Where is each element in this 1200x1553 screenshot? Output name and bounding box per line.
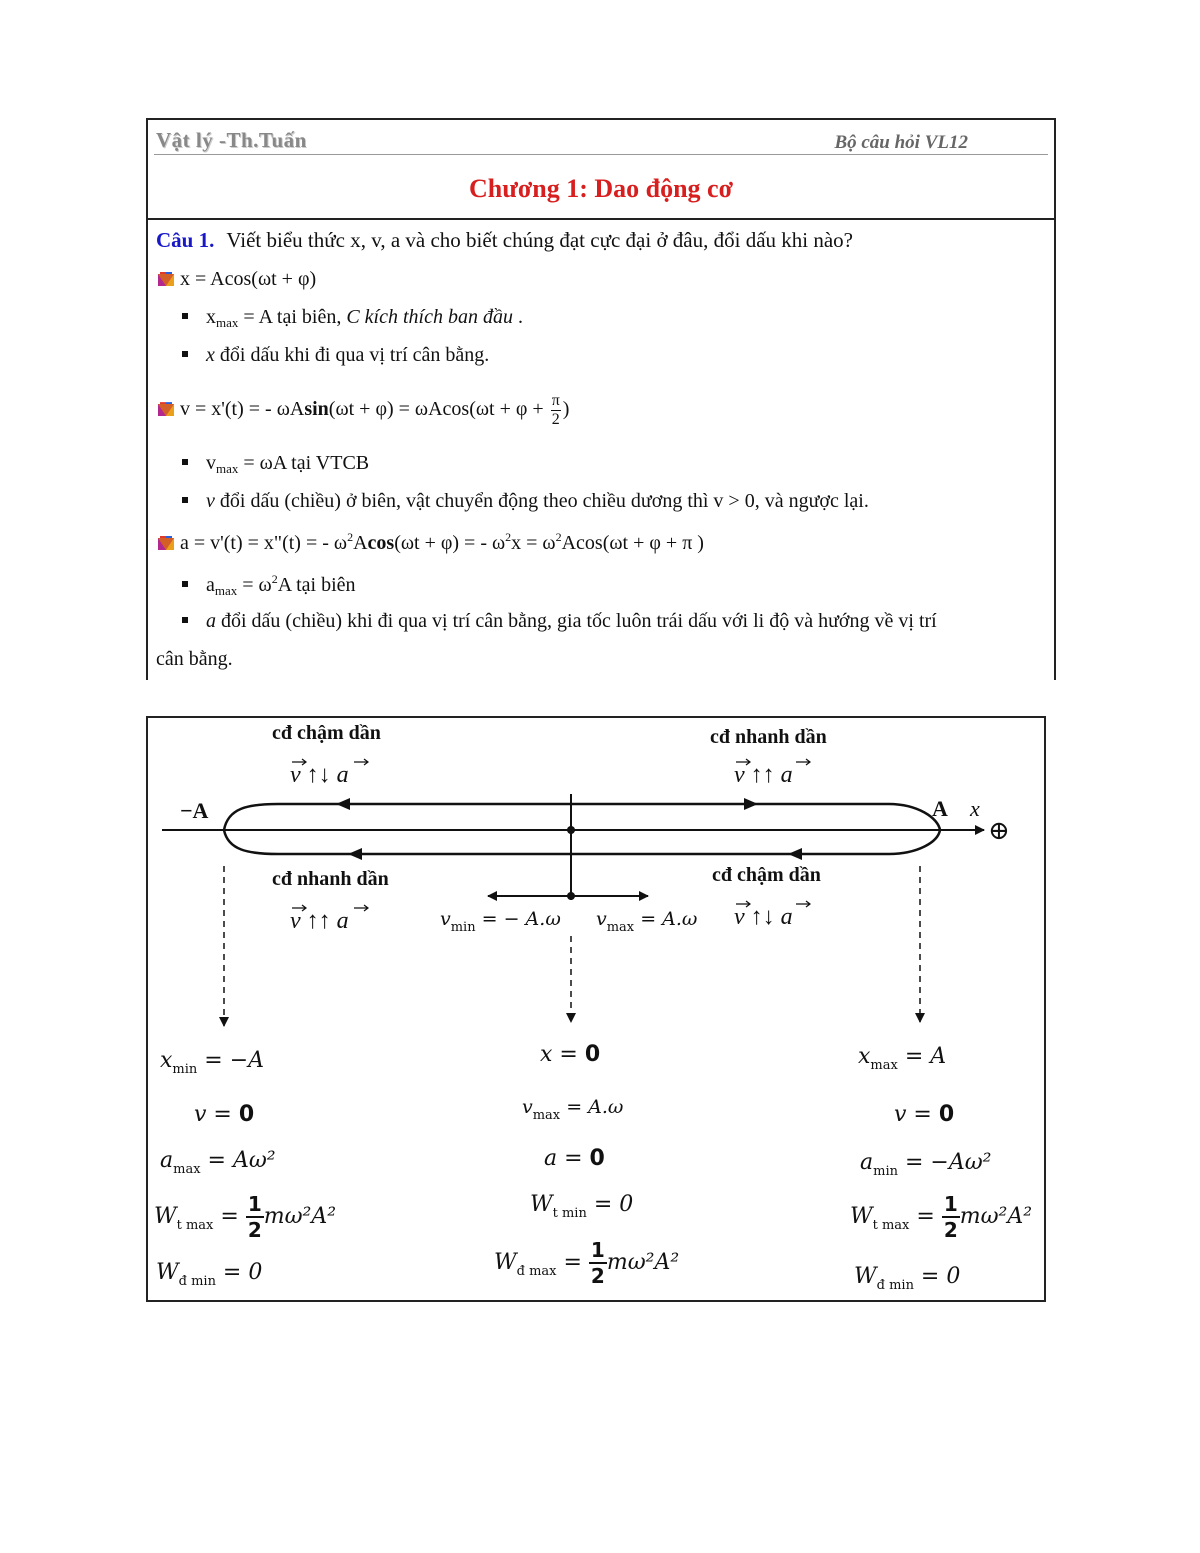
text: W [154, 1204, 177, 1229]
mid-v-max [522, 1096, 623, 1123]
right-a-min [860, 1150, 991, 1179]
subscript: min [450, 920, 476, 935]
square-bullet-icon [182, 497, 188, 503]
square-bullet-icon [182, 581, 188, 587]
right-wd-min [854, 1264, 960, 1293]
fraction [942, 1192, 960, 1242]
top-right-direction-arrow [744, 798, 758, 810]
text: = Aω² [200, 1148, 276, 1173]
left-a-max [160, 1148, 276, 1177]
question-number: Câu 1. [156, 228, 215, 252]
header-series: Bộ câu hỏi VL12 [834, 132, 968, 153]
value: 0 [938, 1102, 955, 1127]
a-formula-line [158, 530, 704, 555]
positive-direction-icon: ⊕ [988, 816, 1010, 845]
a-bullet-2 [182, 610, 937, 633]
superscript: 2 [347, 530, 354, 544]
vmin-equation [440, 908, 561, 935]
positive-amplitude-label: A [932, 796, 948, 821]
text: W [854, 1264, 877, 1289]
square-bullet-icon [182, 459, 188, 465]
right-x-max [858, 1044, 946, 1073]
superscript: 2 [555, 530, 562, 544]
text: = −A [197, 1048, 265, 1073]
denominator: 2 [590, 1264, 605, 1288]
top-right-label: cđ nhanh dần [710, 726, 827, 748]
fraction [589, 1238, 607, 1288]
text: = A tại biên, [238, 306, 347, 328]
text: W [494, 1250, 517, 1275]
top-left-direction-arrow [336, 798, 350, 810]
mid-wd-max [494, 1238, 679, 1288]
text: v [440, 908, 451, 930]
text: v [596, 908, 607, 930]
x-bullet-1 [182, 306, 523, 331]
subscript: max [532, 1108, 561, 1123]
text: mω²A² [263, 1204, 337, 1229]
subscript: đ min [876, 1278, 914, 1293]
question-text: Viết biểu thức x, v, a và cho biết chúng đạt cực đại ở đâu, đổi dấu khi nào? [226, 228, 853, 252]
subscript: min [873, 1164, 898, 1179]
equilibrium-point [567, 826, 575, 834]
right-v [894, 1102, 954, 1127]
text: v [522, 1096, 533, 1118]
x-formula-line [158, 268, 316, 291]
bold-text: cos [367, 532, 395, 554]
text: = A.ω [634, 908, 698, 930]
page-header [154, 126, 1048, 155]
variable: x [206, 344, 215, 366]
denominator: 2 [247, 1218, 262, 1242]
text: = ω [237, 574, 272, 596]
text: đổi dấu khi đi qua vị trí cân bằng. [214, 344, 490, 366]
text: W [530, 1192, 553, 1217]
text: Acos(ωt + φ + π ) [561, 532, 704, 554]
v-bullet-1 [182, 452, 369, 477]
top-left-label: cđ chậm dần [272, 722, 381, 744]
square-bullet-icon [182, 313, 188, 319]
arrow-bullet-icon [158, 532, 174, 552]
subscript: đ max [516, 1264, 557, 1279]
value: 0 [589, 1146, 605, 1171]
text: = 0 [215, 1260, 263, 1285]
text: mω²A² [959, 1204, 1033, 1229]
text: a = [544, 1146, 590, 1171]
text: đổi dấu (chiều) ở biên, vật chuyển động theo chiều dương thì v > 0, và ngược lại. [214, 490, 869, 512]
subscript: max [214, 583, 238, 598]
header-author: Vật lý -Th.Tuấn [156, 128, 307, 152]
square-bullet-icon [182, 351, 188, 357]
subscript: t min [552, 1206, 587, 1221]
v-bullet-2 [182, 490, 869, 513]
text: v = [894, 1102, 939, 1127]
v-formula-line [158, 392, 569, 429]
subscript: max [173, 1162, 201, 1177]
vmax-equation [596, 908, 697, 935]
italic-text: C kích thích ban đầu [346, 306, 513, 328]
bottom-left-vector-relation: v ↑↑ a [290, 908, 349, 934]
text: a = v'(t) = x"(t) = - ω [180, 532, 348, 554]
right-wt-max [850, 1192, 1032, 1242]
numerator: π [551, 392, 560, 409]
text: x [160, 1048, 173, 1073]
text: W [156, 1260, 179, 1285]
text: W [850, 1204, 873, 1229]
left-x-min [160, 1048, 264, 1077]
text: = −Aω² [897, 1150, 992, 1175]
top-left-vector-relation: v ↑↓ a [290, 762, 349, 788]
denominator: 2 [551, 411, 560, 428]
bold-text: sin [304, 398, 329, 421]
bottom-left-label: cđ nhanh dần [272, 868, 389, 890]
subscript: đ min [178, 1274, 216, 1289]
arrow-bullet-icon [158, 268, 174, 288]
subscript: t max [872, 1218, 910, 1233]
text: x [858, 1044, 871, 1069]
x-bullet-2 [182, 344, 489, 367]
numerator: 1 [590, 1238, 605, 1262]
text: = ωA tại VTCB [238, 452, 370, 474]
document-page [146, 118, 1056, 680]
question-line [156, 228, 853, 253]
bottom-right-vector-relation: v ↑↓ a [734, 904, 793, 930]
oscillation-diagram [146, 716, 1046, 1302]
text: a [160, 1148, 174, 1173]
mid-wt-min [530, 1192, 633, 1221]
left-wt-max [154, 1192, 336, 1242]
subscript: max [216, 461, 239, 476]
text: v = x'(t) = - ωA [180, 398, 305, 421]
fraction [551, 392, 561, 429]
text: = [213, 1204, 246, 1229]
square-bullet-icon [182, 617, 188, 623]
subscript: max [216, 315, 239, 330]
left-v [194, 1102, 254, 1127]
bottom-left-direction-arrow [348, 848, 362, 860]
axis-label: x [970, 796, 980, 821]
subscript: max [606, 920, 635, 935]
value: 0 [238, 1102, 255, 1127]
bottom-right-label: cđ chậm dần [712, 864, 821, 886]
text: = 0 [913, 1264, 961, 1289]
text: v [206, 452, 216, 474]
variable: a [206, 610, 216, 632]
text: a [860, 1150, 874, 1175]
text: = A.ω [560, 1096, 624, 1118]
text: (ωt + φ) = ωAcos(ωt + φ + [328, 398, 549, 421]
left-wd-min [156, 1260, 262, 1289]
text: = − A.ω [475, 908, 561, 930]
text: ) [562, 398, 570, 421]
text: = 0 [586, 1192, 634, 1217]
text: v = [194, 1102, 239, 1127]
superscript: 2 [271, 572, 278, 586]
subscript: t max [176, 1218, 214, 1233]
text: x = ω [511, 532, 556, 554]
text: = A [897, 1044, 947, 1069]
x-formula: x = Acos(ωt + φ) [180, 268, 317, 290]
arrow-bullet-icon [158, 398, 174, 418]
a-bullet-2-continued: cân bằng. [156, 648, 233, 670]
text: x = [540, 1042, 585, 1067]
text: x [206, 306, 216, 328]
text: A [353, 532, 368, 554]
fraction [246, 1192, 264, 1242]
a-bullet-1 [182, 572, 356, 599]
text: (ωt + φ) = - ω [394, 532, 506, 554]
bottom-right-direction-arrow [788, 848, 802, 860]
denominator: 2 [943, 1218, 958, 1242]
top-right-vector-relation: v ↑↑ a [734, 762, 793, 788]
subscript: max [870, 1058, 898, 1073]
text: đổi dấu (chiều) khi đi qua vị trí cân bằng, gia tốc luôn trái dấu với li độ và hướng về vị trí [216, 610, 937, 632]
negative-amplitude-label: −A [180, 798, 209, 823]
text: A tại biên [277, 574, 356, 596]
text: . [512, 306, 523, 328]
superscript: 2 [505, 530, 512, 544]
numerator: 1 [247, 1192, 262, 1216]
text: = [909, 1204, 942, 1229]
chapter-band [148, 156, 1054, 220]
subscript: min [172, 1062, 198, 1077]
text: mω²A² [606, 1250, 680, 1275]
value: 0 [584, 1042, 601, 1067]
mid-x [540, 1042, 600, 1067]
mid-a [544, 1146, 605, 1171]
text: = [556, 1250, 589, 1275]
variable: v [206, 490, 215, 512]
chapter-title: Chương 1: Dao động cơ [469, 174, 733, 203]
numerator: 1 [943, 1192, 958, 1216]
text: a [206, 574, 215, 596]
